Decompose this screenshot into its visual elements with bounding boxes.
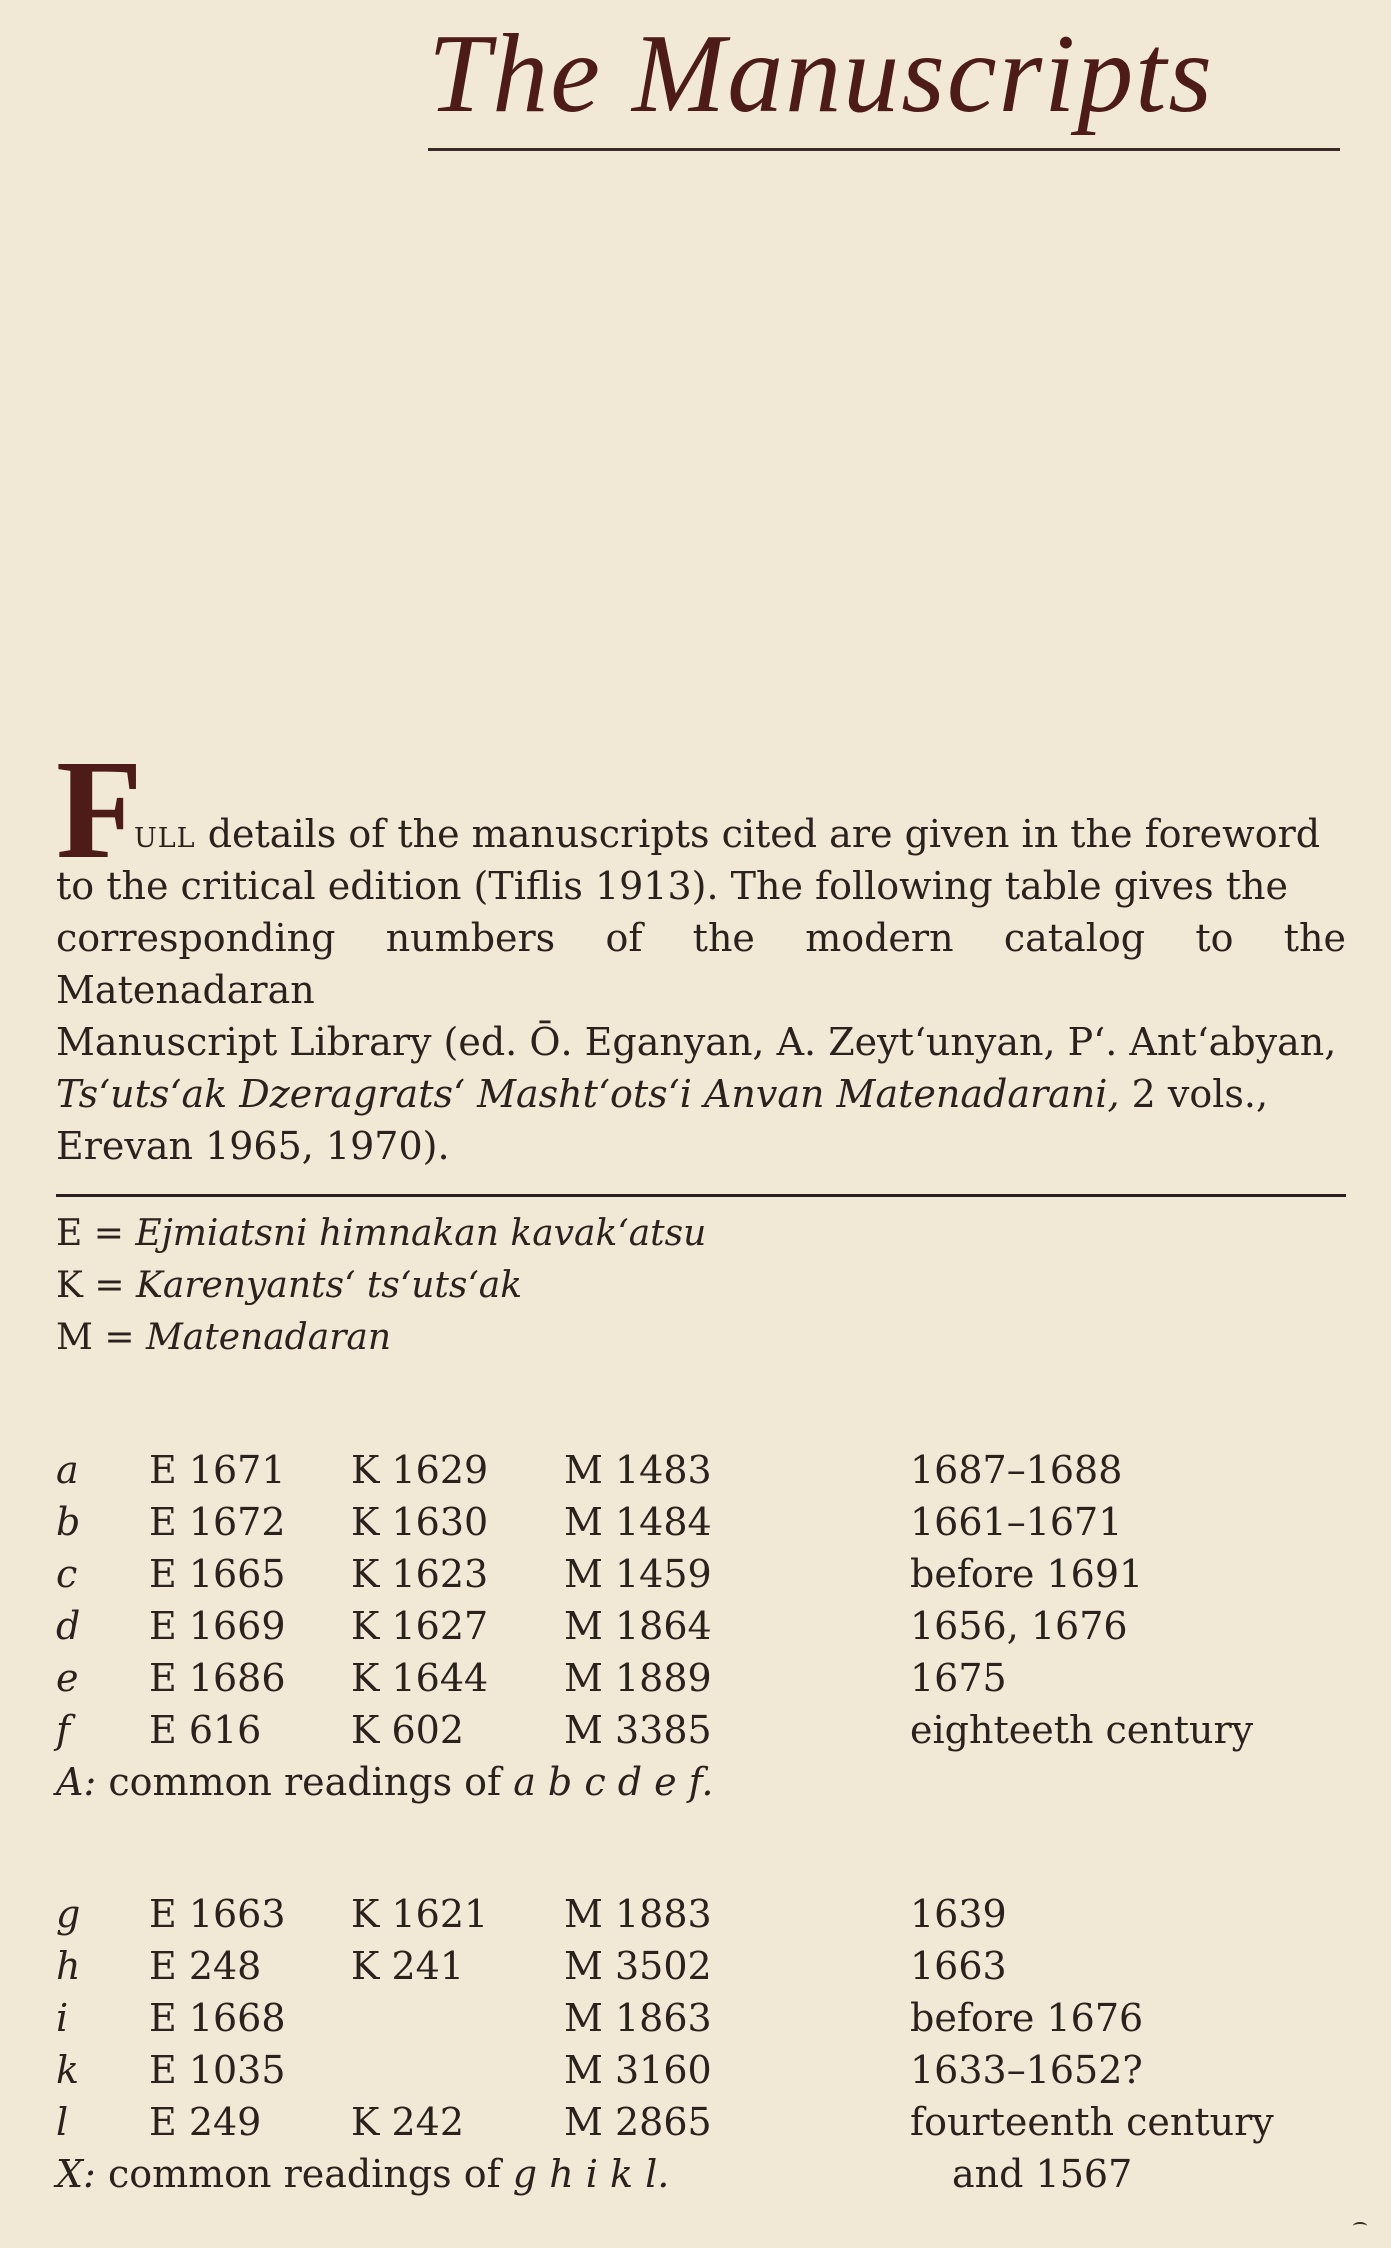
- k-number: K 1630: [351, 1500, 489, 1544]
- k-number: K 1629: [351, 1448, 489, 1492]
- legend-equals: =: [82, 1265, 136, 1306]
- e-number: E 1686: [149, 1656, 286, 1700]
- legend-name: Ejmiatsni himnakan kavak‘atsu: [135, 1213, 707, 1254]
- siglum: i: [56, 1996, 69, 2040]
- m-number: M 1883: [564, 1892, 712, 1936]
- table-row: [56, 1448, 1123, 1500]
- e-number: E 1035: [149, 2048, 286, 2092]
- intro-line-5: [56, 1068, 1346, 1120]
- legend-abbr: E: [56, 1213, 83, 1254]
- table-row: [56, 1604, 1128, 1656]
- e-number: E 248: [149, 1944, 262, 1988]
- date: eighteeth century: [910, 1708, 1254, 1752]
- common-readings-x: [56, 2152, 1133, 2204]
- date: before 1691: [910, 1552, 1144, 1596]
- intro-smallcaps: ull: [134, 812, 196, 856]
- common-text: common readings of: [96, 1760, 514, 1804]
- k-number: K 1623: [351, 1552, 489, 1596]
- m-number: M 1459: [564, 1552, 712, 1596]
- intro-line-2: to the critical edition (Tiflis 1913). The following table gives the: [56, 864, 1288, 908]
- intro-line-6: Erevan 1965, 1970).: [56, 1124, 450, 1168]
- date: fourteenth century: [910, 2100, 1274, 2144]
- siglum: b: [56, 1500, 81, 1544]
- m-number: M 1863: [564, 1996, 712, 2040]
- table-row: [56, 1552, 1144, 1604]
- legend-row: [56, 1312, 706, 1364]
- date: 1687–1688: [910, 1448, 1123, 1492]
- e-number: E 1668: [149, 1996, 286, 2040]
- legend-row: [56, 1260, 706, 1312]
- k-number: K 602: [351, 1708, 464, 1752]
- e-number: E 1665: [149, 1552, 286, 1596]
- siglum: g: [56, 1892, 81, 1936]
- intro-line-4: Manuscript Library (ed. Ō. Eganyan, A. Zeyt‘unyan, P‘. Ant‘abyan,: [56, 1020, 1337, 1064]
- legend-abbr: M: [56, 1317, 93, 1358]
- siglum: a: [56, 1448, 79, 1492]
- m-number: M 1889: [564, 1656, 712, 1700]
- abbreviation-legend: [56, 1208, 706, 1364]
- e-number: E 1672: [149, 1500, 286, 1544]
- table-row: [56, 1708, 1254, 1760]
- siglum: h: [56, 1944, 81, 1988]
- date: 1656, 1676: [910, 1604, 1128, 1648]
- m-number: M 3385: [564, 1708, 712, 1752]
- m-number: M 1484: [564, 1500, 712, 1544]
- intro-line-1-text: details of the manuscripts cited are given in the foreword: [195, 812, 1321, 856]
- date: 1663: [910, 1944, 1007, 1988]
- k-number: K 1627: [351, 1604, 489, 1648]
- date: 1661–1671: [910, 1500, 1123, 1544]
- date-continued: and 1567: [952, 2152, 1133, 2196]
- legend-name: Karenyants‘ ts‘uts‘ak: [135, 1265, 523, 1306]
- table-row: [56, 1500, 1123, 1552]
- e-number: E 616: [149, 1708, 262, 1752]
- group-label: A:: [56, 1760, 97, 1804]
- table-row: [56, 1892, 1007, 1944]
- m-number: M 3160: [564, 2048, 712, 2092]
- table-row: [56, 2048, 1143, 2100]
- siglum: e: [56, 1656, 79, 1700]
- date: 1639: [910, 1892, 1007, 1936]
- catalog-title: Ts‘uts‘ak Dzeragrats‘ Masht‘ots‘i Anvan Matenadarani,: [56, 1072, 1120, 1116]
- drop-cap: F: [56, 730, 143, 888]
- page-title: The Manuscripts: [428, 12, 1214, 136]
- m-number: M 2865: [564, 2100, 712, 2144]
- k-number: K 1621: [351, 1892, 489, 1936]
- siglum: l: [56, 2100, 69, 2144]
- date: 1675: [910, 1656, 1007, 1700]
- m-number: M 1864: [564, 1604, 712, 1648]
- e-number: E 249: [149, 2100, 262, 2144]
- intro-paragraph: [56, 808, 1346, 1172]
- siglum: d: [56, 1604, 81, 1648]
- legend-row: [56, 1208, 706, 1260]
- intro-line-1: [56, 808, 1346, 860]
- common-sigla: a b c d e f.: [513, 1760, 714, 1804]
- e-number: E 1669: [149, 1604, 286, 1648]
- siglum: f: [56, 1708, 71, 1752]
- legend-equals: =: [92, 1317, 146, 1358]
- e-number: E 1671: [149, 1448, 286, 1492]
- table-row: [56, 2100, 1274, 2152]
- k-number: K 242: [351, 2100, 464, 2144]
- date: 1633–1652?: [910, 2048, 1143, 2092]
- legend-name: Matenadaran: [145, 1317, 392, 1358]
- legend-equals: =: [82, 1213, 136, 1254]
- common-text: common readings of: [95, 2152, 513, 2196]
- common-readings-a: [56, 1760, 713, 1812]
- e-number: E 1663: [149, 1892, 286, 1936]
- siglum: k: [56, 2048, 80, 2092]
- siglum: c: [56, 1552, 78, 1596]
- k-number: K 1644: [351, 1656, 489, 1700]
- group-label: X:: [56, 2152, 96, 2196]
- page-number-fragment: [1353, 2222, 1367, 2230]
- common-sigla: g h i k l.: [512, 2152, 670, 2196]
- intro-line-5-rest: 2 vols.,: [1119, 1072, 1269, 1116]
- manuscript-table-group-a: [56, 1448, 1254, 1812]
- intro-line-3: corresponding numbers of the modern catalog to the Matenadaran: [56, 916, 1346, 1012]
- table-row: [56, 1996, 1144, 2048]
- title-underline: [428, 148, 1340, 151]
- section-rule: [56, 1194, 1346, 1197]
- table-row: [56, 1944, 1007, 1996]
- m-number: M 3502: [564, 1944, 712, 1988]
- table-row: [56, 1656, 1007, 1708]
- m-number: M 1483: [564, 1448, 712, 1492]
- date: before 1676: [910, 1996, 1144, 2040]
- legend-abbr: K: [56, 1265, 83, 1306]
- manuscript-table-group-x: [56, 1892, 1274, 2204]
- k-number: K 241: [351, 1944, 464, 1988]
